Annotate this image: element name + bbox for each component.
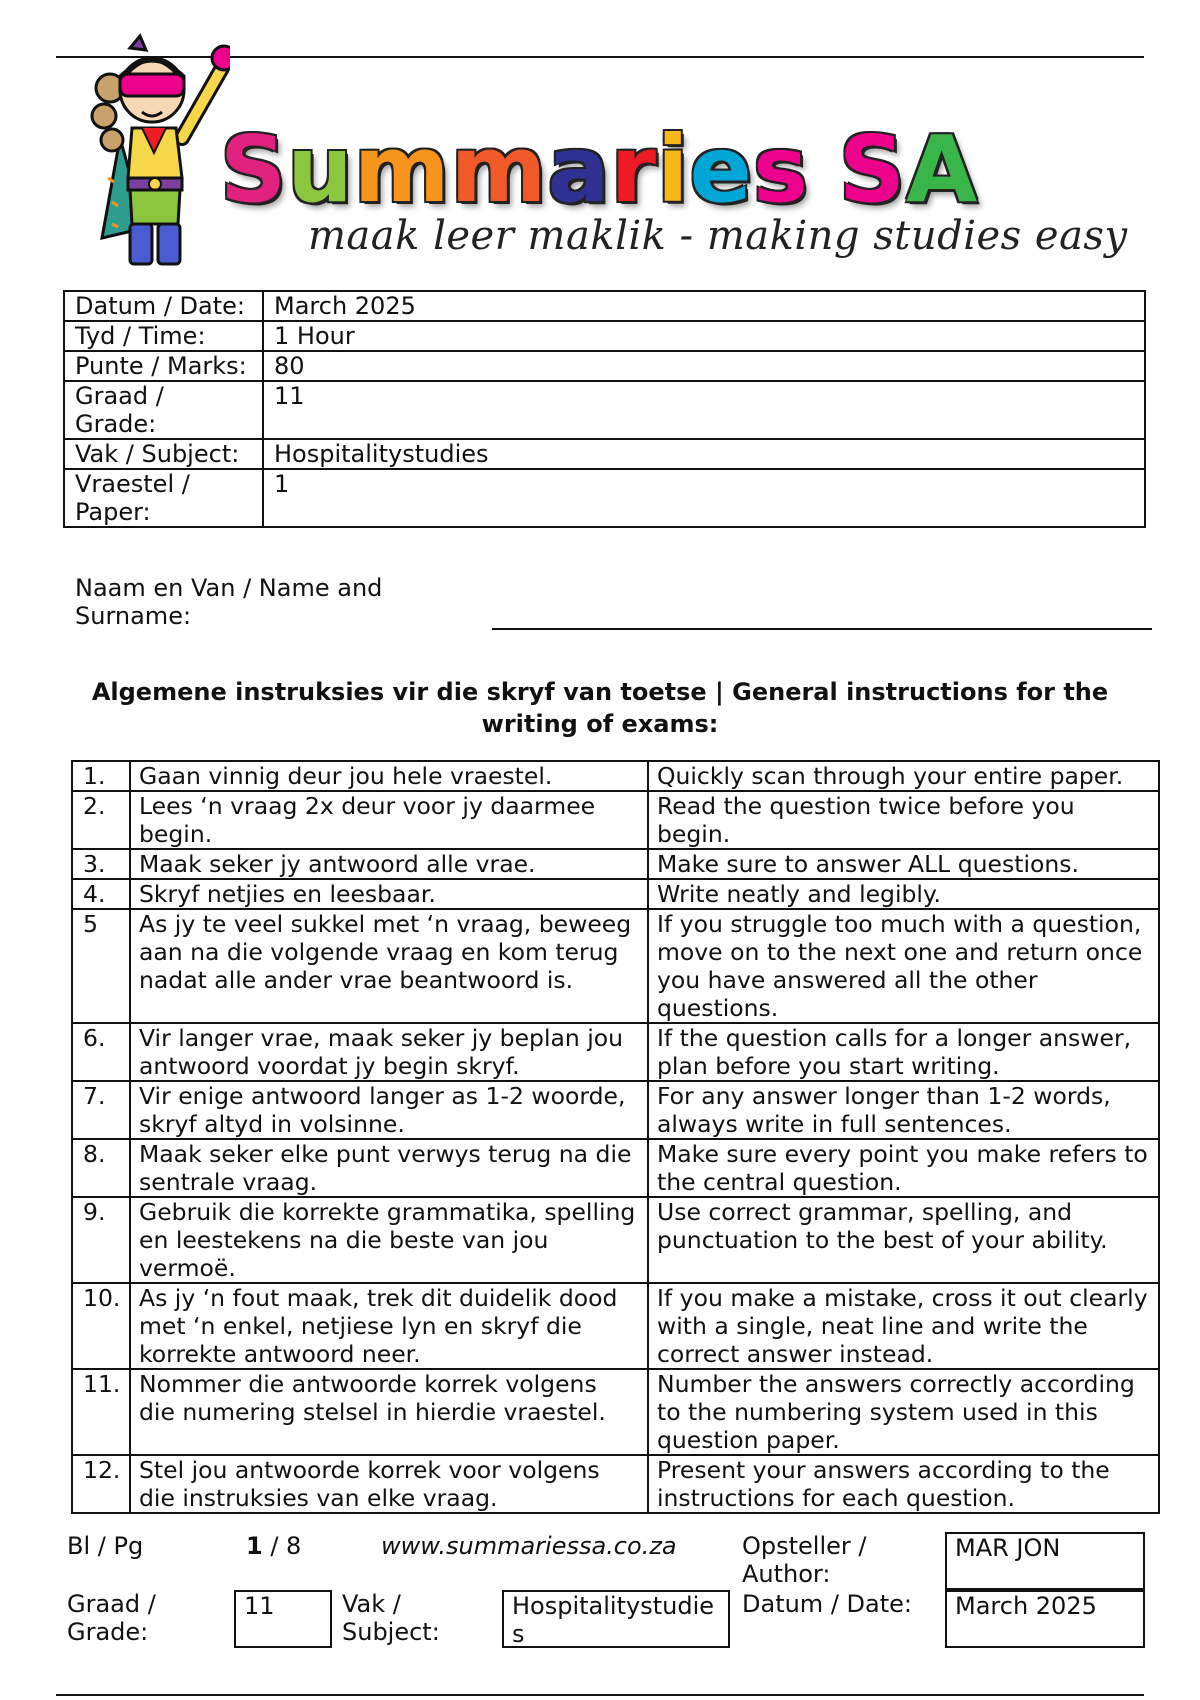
exam-info-table <box>63 290 1146 528</box>
instruction-number: 8. <box>72 1139 130 1197</box>
instruction-row <box>72 791 1159 849</box>
footer-website-link[interactable]: www.summariessa.co.za <box>381 1532 677 1560</box>
instruction-row <box>72 761 1159 791</box>
logo-letter: e <box>689 116 753 223</box>
instruction-row <box>72 1283 1159 1369</box>
instruction-number: 7. <box>72 1081 130 1139</box>
logo-wordmark <box>220 116 978 223</box>
logo-letter: m <box>450 116 548 223</box>
info-row <box>64 351 1145 381</box>
instruction-english: Quickly scan through your entire paper. <box>648 761 1159 791</box>
info-row <box>64 321 1145 351</box>
instruction-afrikaans: Vir enige antwoord langer as 1-2 woorde, skryf altyd in volsinne. <box>130 1081 648 1139</box>
instruction-row <box>72 1455 1159 1513</box>
instructions-table <box>71 760 1160 1514</box>
instruction-english: If you struggle too much with a question, move on to the next one and return once you have answered all the other questions. <box>648 909 1159 1023</box>
footer-date-label: Datum / Date: <box>742 1590 912 1618</box>
instruction-number: 2. <box>72 791 130 849</box>
instruction-row <box>72 1197 1159 1283</box>
instruction-row <box>72 1139 1159 1197</box>
instruction-number: 4. <box>72 879 130 909</box>
footer-page-number <box>246 1532 301 1560</box>
instruction-afrikaans: Maak seker jy antwoord alle vrae. <box>130 849 648 879</box>
name-surname-label: Naam en Van / Name and Surname: <box>75 574 383 630</box>
info-label: Vak / Subject: <box>64 439 263 469</box>
instruction-row <box>72 849 1159 879</box>
info-row <box>64 469 1145 527</box>
instructions-heading: Algemene instruksies vir die skryf van toetse | General instructions for the writing of exams: <box>91 678 1109 738</box>
footer-subject-label: Vak / Subject: <box>342 1590 440 1646</box>
instruction-english: Number the answers correctly according to the numbering system used in this question paper. <box>648 1369 1159 1455</box>
instruction-afrikaans: Lees ‘n vraag 2x deur voor jy daarmee begin. <box>130 791 648 849</box>
logo-letter: u <box>287 116 354 223</box>
instruction-afrikaans: Maak seker elke punt verwys terug na die sentrale vraag. <box>130 1139 648 1197</box>
instruction-english: Present your answers according to the instructions for each question. <box>648 1455 1159 1513</box>
footer-page-label: Bl / Pg <box>67 1532 144 1560</box>
instruction-english: Make sure every point you make refers to the central question. <box>648 1139 1159 1197</box>
info-value: 80 <box>263 351 1145 381</box>
info-row <box>64 291 1145 321</box>
footer-subject-value: Hospitalitystudie s <box>502 1590 730 1648</box>
info-value: March 2025 <box>263 291 1145 321</box>
instruction-english: Read the question twice before you begin. <box>648 791 1159 849</box>
instruction-number: 11. <box>72 1369 130 1455</box>
instruction-number: 3. <box>72 849 130 879</box>
instruction-english: Use correct grammar, spelling, and punctuation to the best of your ability. <box>648 1197 1159 1283</box>
instruction-row <box>72 879 1159 909</box>
instruction-afrikaans: Skryf netjies en leesbaar. <box>130 879 648 909</box>
instruction-row <box>72 1369 1159 1455</box>
instruction-english: Make sure to answer ALL questions. <box>648 849 1159 879</box>
logo-tagline: maak leer maklik - making studies easy <box>308 213 1128 259</box>
footer-grade-label: Graad / Grade: <box>67 1590 156 1646</box>
info-label: Vraestel / Paper: <box>64 469 263 527</box>
instruction-number: 12. <box>72 1455 130 1513</box>
info-value: 1 <box>263 469 1145 527</box>
instruction-number: 5 <box>72 909 130 1023</box>
info-value: Hospitalitystudies <box>263 439 1145 469</box>
logo-letter: s <box>752 116 809 223</box>
footer-author-value: MAR JON <box>945 1532 1145 1590</box>
instruction-number: 6. <box>72 1023 130 1081</box>
instruction-afrikaans: Vir langer vrae, maak seker jy beplan jou antwoord voordat jy begin skryf. <box>130 1023 648 1081</box>
info-value: 1 Hour <box>263 321 1145 351</box>
info-row <box>64 439 1145 469</box>
footer-page-current: 1 <box>246 1532 263 1560</box>
footer-author-label: Opsteller / Author: <box>742 1532 867 1588</box>
logo-letter: m <box>353 116 451 223</box>
logo-letter: S <box>220 116 288 223</box>
info-label: Punte / Marks: <box>64 351 263 381</box>
instruction-afrikaans: Nommer die antwoorde korrek volgens die numering stelsel in hierdie vraestel. <box>130 1369 648 1455</box>
summaries-sa-logo <box>90 28 1128 278</box>
logo-letter: i <box>656 116 690 223</box>
superhero-mascot-icon <box>90 28 230 273</box>
info-label: Datum / Date: <box>64 291 263 321</box>
name-surname-field[interactable] <box>492 628 1152 630</box>
logo-letter: S <box>838 116 906 223</box>
logo-letter: r <box>610 116 657 223</box>
footer-grade-value: 11 <box>234 1590 332 1648</box>
instruction-english: If the question calls for a longer answer, plan before you start writing. <box>648 1023 1159 1081</box>
instruction-row <box>72 1081 1159 1139</box>
logo-letter: a <box>547 116 611 223</box>
instruction-row <box>72 909 1159 1023</box>
instruction-afrikaans: Gaan vinnig deur jou hele vraestel. <box>130 761 648 791</box>
instruction-row <box>72 1023 1159 1081</box>
instruction-english: If you make a mistake, cross it out clearly with a single, neat line and write the correct answer instead. <box>648 1283 1159 1369</box>
instruction-english: Write neatly and legibly. <box>648 879 1159 909</box>
info-label: Graad / Grade: <box>64 381 263 439</box>
instruction-number: 1. <box>72 761 130 791</box>
footer-page-total: / 8 <box>262 1532 302 1560</box>
instruction-number: 9. <box>72 1197 130 1283</box>
instruction-afrikaans: Stel jou antwoorde korrek voor volgens die instruksies van elke vraag. <box>130 1455 648 1513</box>
info-label: Tyd / Time: <box>64 321 263 351</box>
instruction-english: For any answer longer than 1-2 words, always write in full sentences. <box>648 1081 1159 1139</box>
instruction-afrikaans: As jy te veel sukkel met ‘n vraag, beweeg aan na die volgende vraag en kom terug nadat alle ander vrae beantwoord is. <box>130 909 648 1023</box>
instruction-afrikaans: As jy ‘n fout maak, trek dit duidelik dood met ‘n enkel, netjiese lyn en skryf die korrekte antwoord neer. <box>130 1283 648 1369</box>
footer-rule <box>56 1694 1144 1696</box>
instruction-afrikaans: Gebruik die korrekte grammatika, spelling en leestekens na die beste van jou vermoë. <box>130 1197 648 1283</box>
info-value: 11 <box>263 381 1145 439</box>
logo-letter: A <box>905 116 979 223</box>
footer-date-value: March 2025 <box>945 1590 1145 1648</box>
instruction-number: 10. <box>72 1283 130 1369</box>
info-row <box>64 381 1145 439</box>
